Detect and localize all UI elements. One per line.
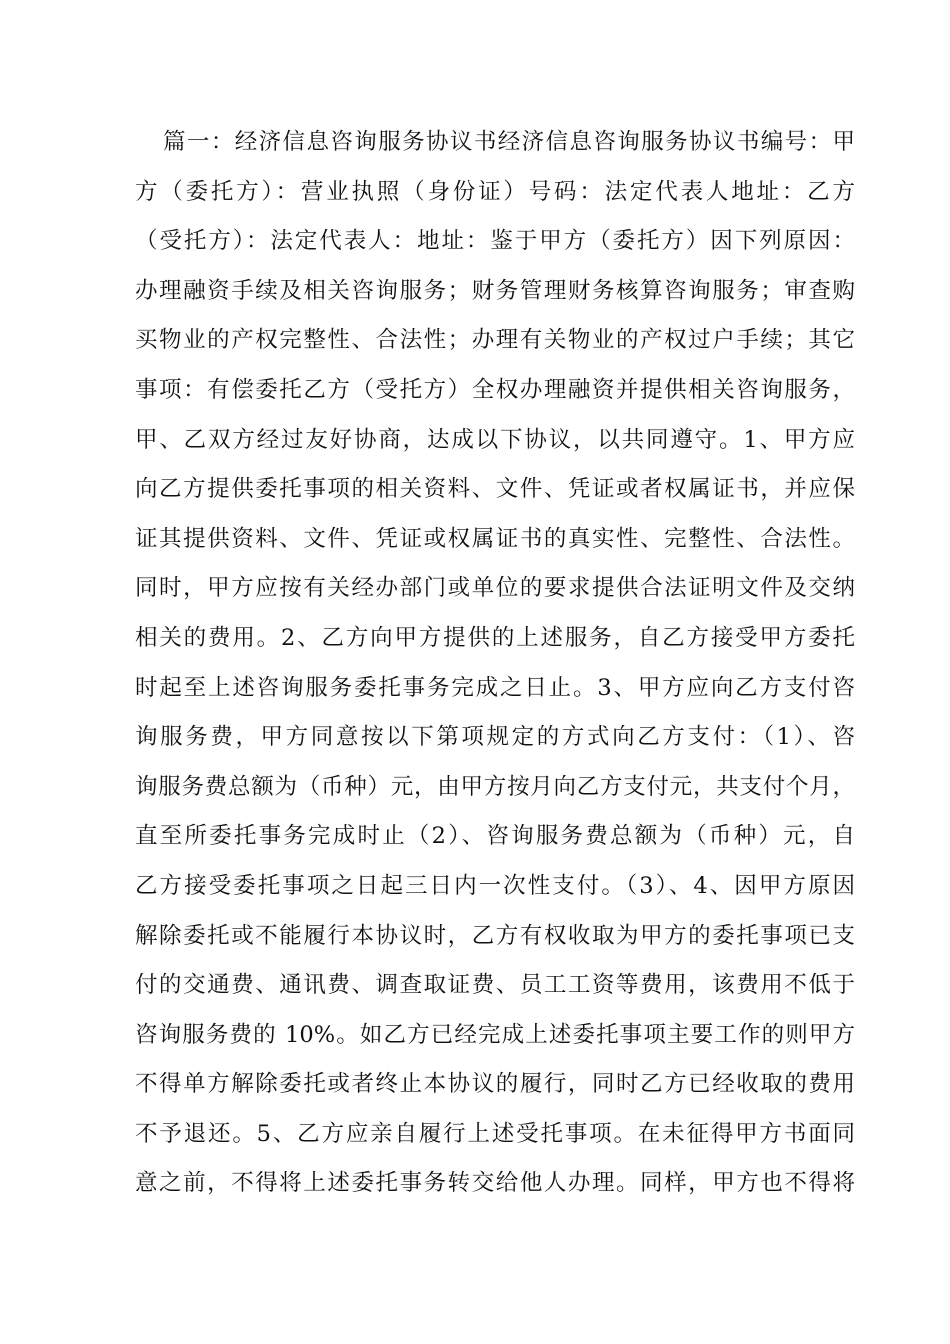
text-line: 办理融资手续及相关咨询服务；财务管理财务核算咨询服务；审查购 xyxy=(135,277,855,304)
text-line: 咨询服务费的 10%。如乙方已经完成上述委托事项主要工作的则甲方 xyxy=(135,1021,855,1048)
text-line: 时起至上述咨询服务委托事务完成之日止。3、甲方应向乙方支付咨 xyxy=(135,674,855,701)
text-line: 不得单方解除委托或者终止本协议的履行，同时乙方已经收取的费用 xyxy=(135,1071,855,1098)
text-line: 乙方接受委托事项之日起三日内一次性支付。（3）、4、因甲方原因 xyxy=(135,872,855,899)
text-line: （受托方）：法定代表人：地址：鉴于甲方（委托方）因下列原因： xyxy=(135,228,855,255)
text-line: 解除委托或不能履行本协议时，乙方有权收取为甲方的委托事项已支 xyxy=(135,922,855,949)
text-line: 相关的费用。2、乙方向甲方提供的上述服务，自乙方接受甲方委托 xyxy=(135,624,855,651)
text-line: 询服务费总额为（币种）元，由甲方按月向乙方支付元，共支付个月， xyxy=(135,773,855,800)
text-line: 事项：有偿委托乙方（受托方）全权办理融资并提供相关咨询服务， xyxy=(135,376,855,403)
agreement-body-text xyxy=(135,118,855,1209)
text-line: 询服务费，甲方同意按以下第项规定的方式向乙方支付：（1）、咨 xyxy=(135,724,855,751)
text-line: 不予退还。5、乙方应亲自履行上述受托事项。在未征得甲方书面同 xyxy=(135,1120,855,1147)
text-line: 意之前，不得将上述委托事务转交给他人办理。同样，甲方也不得将 xyxy=(135,1170,855,1197)
text-line: 直至所委托事务完成时止（2）、咨询服务费总额为（币种）元，自 xyxy=(135,823,855,850)
text-line: 付的交通费、通讯费、调查取证费、员工工资等费用，该费用不低于 xyxy=(135,972,855,999)
text-line: 方（委托方）：营业执照（身份证）号码：法定代表人地址：乙方 xyxy=(135,178,855,205)
text-line: 篇一：经济信息咨询服务协议书经济信息咨询服务协议书编号：甲 xyxy=(163,129,855,155)
text-line: 甲、乙双方经过友好协商，达成以下协议，以共同遵守。1、甲方应 xyxy=(135,426,855,453)
text-line: 同时，甲方应按有关经办部门或单位的要求提供合法证明文件及交纳 xyxy=(135,575,855,602)
text-line: 证其提供资料、文件、凭证或权属证书的真实性、完整性、合法性。 xyxy=(135,525,855,552)
text-line: 买物业的产权完整性、合法性；办理有关物业的产权过户手续；其它 xyxy=(135,327,855,354)
text-line: 向乙方提供委托事项的相关资料、文件、凭证或者权属证书，并应保 xyxy=(135,476,855,503)
